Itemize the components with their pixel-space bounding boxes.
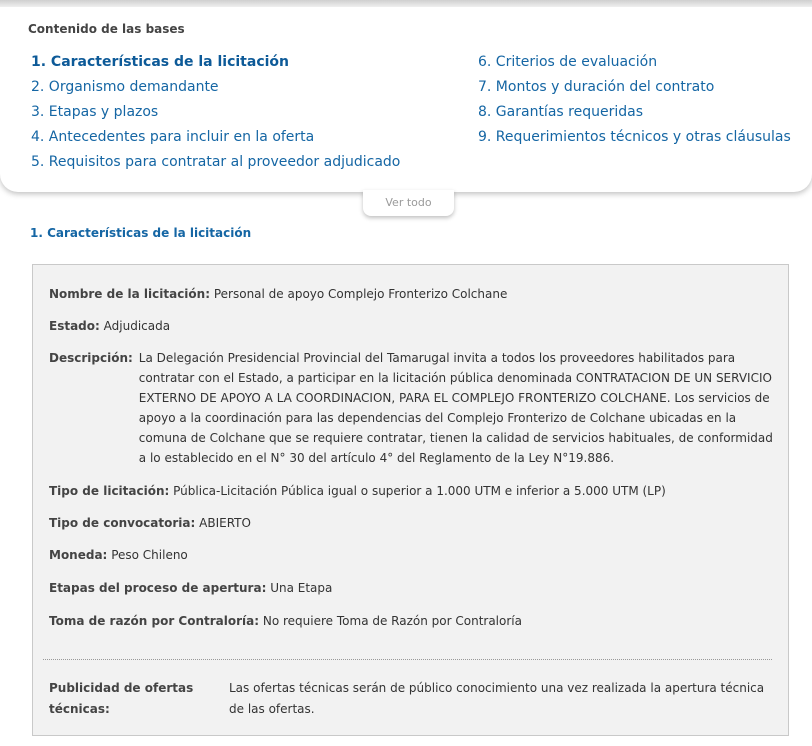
- ver-todo-tab[interactable]: Ver todo: [363, 190, 454, 216]
- etapas-value: Una Etapa: [270, 581, 333, 595]
- moneda-value: Peso Chileno: [111, 548, 188, 562]
- estado-value: Adjudicada: [103, 319, 171, 333]
- publicidad-label: Publicidad de ofertas técnicas:: [49, 681, 194, 716]
- section-title: 1. Características de la licitación: [30, 226, 252, 240]
- toma-razon-label: Toma de razón por Contraloría:: [49, 614, 260, 628]
- estado-label: Estado:: [49, 319, 100, 333]
- toc-link-etapas-plazos[interactable]: 3. Etapas y plazos: [31, 104, 159, 120]
- convocatoria-value: ABIERTO: [199, 516, 251, 530]
- nombre-label: Nombre de la licitación:: [49, 287, 211, 301]
- licitacion-details-box: [32, 264, 789, 736]
- toc-link-caracteristicas[interactable]: 1. Características de la licitación: [31, 54, 290, 70]
- toc-column-right: [478, 50, 791, 150]
- descripcion-value: La Delegación Presidencial Provincial del Tamarugal invita a todos los proveedores habilitados para contratar con el Estado, a participar en la licitación pública denominada CONTRATACION DE UN SERVICIO EXTERNO DE APOYO A LA COORDINACION, PARA EL COMPLEJO FRONTERIZO COLCHANE. Los servicios de apoyo a la coordinación para las dependencias del Complejo Fronterizo de Colchane ubicadas en la comuna de Colchane que se requiere contratar, tienen la calidad de servicios habituales, de conformidad a lo establecido en el N° 30 del artículo 4° del Reglamento de la Ley N°19.886.: [138, 351, 773, 465]
- bases-contents-panel: [0, 0, 812, 192]
- convocatoria-label: Tipo de convocatoria:: [49, 516, 196, 530]
- toma-razon-row: [49, 611, 522, 631]
- estado-row: [49, 316, 170, 336]
- etapas-row: [49, 578, 332, 598]
- toc-column-left: [31, 50, 400, 175]
- toc-link-garantias[interactable]: 8. Garantías requeridas: [478, 104, 643, 120]
- moneda-label: Moneda:: [49, 548, 108, 562]
- descripcion-row: [49, 348, 775, 468]
- tipo-label: Tipo de licitación:: [49, 484, 170, 498]
- toc-link-criterios[interactable]: 6. Criterios de evaluación: [478, 54, 658, 70]
- nombre-value: Personal de apoyo Complejo Fronterizo Colchane: [213, 287, 508, 301]
- dotted-divider: [43, 659, 772, 660]
- toma-razon-value: No requiere Toma de Razón por Contraloría: [262, 614, 522, 628]
- descripcion-label: Descripción:: [49, 351, 133, 365]
- toc-link-antecedentes[interactable]: 4. Antecedentes para incluir en la oferta: [31, 129, 315, 145]
- convocatoria-row: [49, 513, 251, 533]
- toc-link-requisitos[interactable]: 5. Requisitos para contratar al proveedor adjudicado: [31, 154, 401, 170]
- bases-contents-heading: Contenido de las bases: [28, 22, 185, 36]
- nombre-row: [49, 284, 507, 304]
- toc-link-requerimientos[interactable]: 9. Requerimientos técnicos y otras cláusulas: [478, 129, 791, 145]
- toc-link-montos[interactable]: 7. Montos y duración del contrato: [478, 79, 715, 95]
- moneda-row: [49, 545, 188, 565]
- publicidad-value: Las ofertas técnicas serán de público conocimiento una vez realizada la apertura técnica de las ofertas.: [229, 681, 765, 716]
- etapas-label: Etapas del proceso de apertura:: [49, 581, 267, 595]
- tipo-row: [49, 481, 666, 501]
- toc-link-organismo[interactable]: 2. Organismo demandante: [31, 79, 219, 95]
- tipo-value: Pública-Licitación Pública igual o superior a 1.000 UTM e inferior a 5.000 UTM (LP): [173, 484, 666, 498]
